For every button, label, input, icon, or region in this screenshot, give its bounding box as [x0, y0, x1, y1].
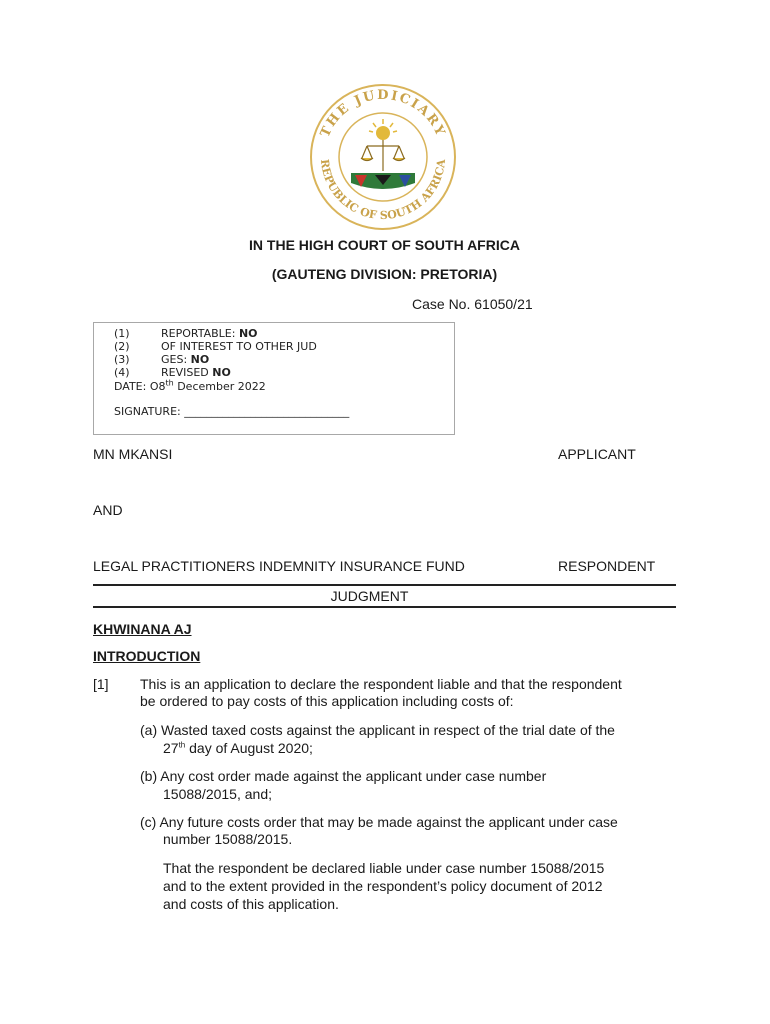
- applicant-role: APPLICANT: [558, 446, 636, 462]
- case-number: Case No. 61050/21: [412, 296, 533, 312]
- and-separator: AND: [93, 502, 123, 518]
- box-item-number: (2): [114, 340, 130, 353]
- list-item-a: (a) Wasted taxed costs against the applicant in respect of the trial date of the: [140, 722, 615, 738]
- list-item-b: (b) Any cost order made against the applicant under case number: [140, 768, 547, 784]
- court-title: IN THE HIGH COURT OF SOUTH AFRICA: [249, 237, 520, 253]
- closing-line: and costs of this application.: [163, 896, 339, 912]
- seal-text-bottom: REPUBLIC OF SOUTH AFRICA: [317, 158, 449, 223]
- box-item-number: (4): [114, 366, 130, 379]
- scales-of-justice-icon: [361, 140, 405, 171]
- divider-top: [93, 584, 676, 586]
- list-item-a-cont: 27th day of August 2020;: [163, 740, 313, 756]
- paragraph-line: be ordered to pay costs of this application including costs of:: [140, 693, 514, 709]
- applicant-name: MN MKANSI: [93, 446, 173, 462]
- box-item-text: REVISED NO: [161, 366, 231, 379]
- shield-icon: [351, 173, 415, 189]
- box-signature: SIGNATURE: ______________________________: [114, 405, 350, 418]
- seal-text-top: THE JUDICIARY: [317, 87, 449, 140]
- box-item-number: (3): [114, 353, 130, 366]
- closing-line: and to the extent provided in the respondent’s policy document of 2012: [163, 878, 603, 894]
- paragraph-number: [1]: [93, 676, 109, 692]
- box-item-number: (1): [114, 327, 130, 340]
- reportable-box: [93, 322, 455, 435]
- box-item-text: GES: NO: [161, 353, 210, 366]
- judiciary-seal: [307, 83, 459, 231]
- respondent-role: RESPONDENT: [558, 558, 656, 574]
- box-date: DATE: O8th December 2022: [114, 378, 266, 393]
- list-item-c-cont: number 15088/2015.: [163, 831, 293, 847]
- paragraph-line: This is an application to declare the respondent liable and that the respondent: [140, 676, 622, 692]
- closing-line: That the respondent be declared liable under case number 15088/2015: [163, 860, 605, 876]
- judgment-title: JUDGMENT: [330, 588, 409, 604]
- box-item-text: OF INTEREST TO OTHER JUD: [161, 340, 317, 353]
- box-item-text: REPORTABLE: NO: [161, 327, 258, 340]
- divider-bottom: [93, 606, 676, 608]
- list-item-b-cont: 15088/2015, and;: [163, 786, 272, 802]
- judge-name: KHWINANA AJ: [93, 621, 192, 637]
- court-division: (GAUTENG DIVISION: PRETORIA): [271, 266, 498, 282]
- section-heading: INTRODUCTION: [93, 648, 201, 664]
- list-item-c: (c) Any future costs order that may be made against the applicant under case: [140, 814, 618, 830]
- respondent-name: LEGAL PRACTITIONERS INDEMNITY INSURANCE FUND: [93, 558, 465, 574]
- sun-icon: [369, 119, 397, 140]
